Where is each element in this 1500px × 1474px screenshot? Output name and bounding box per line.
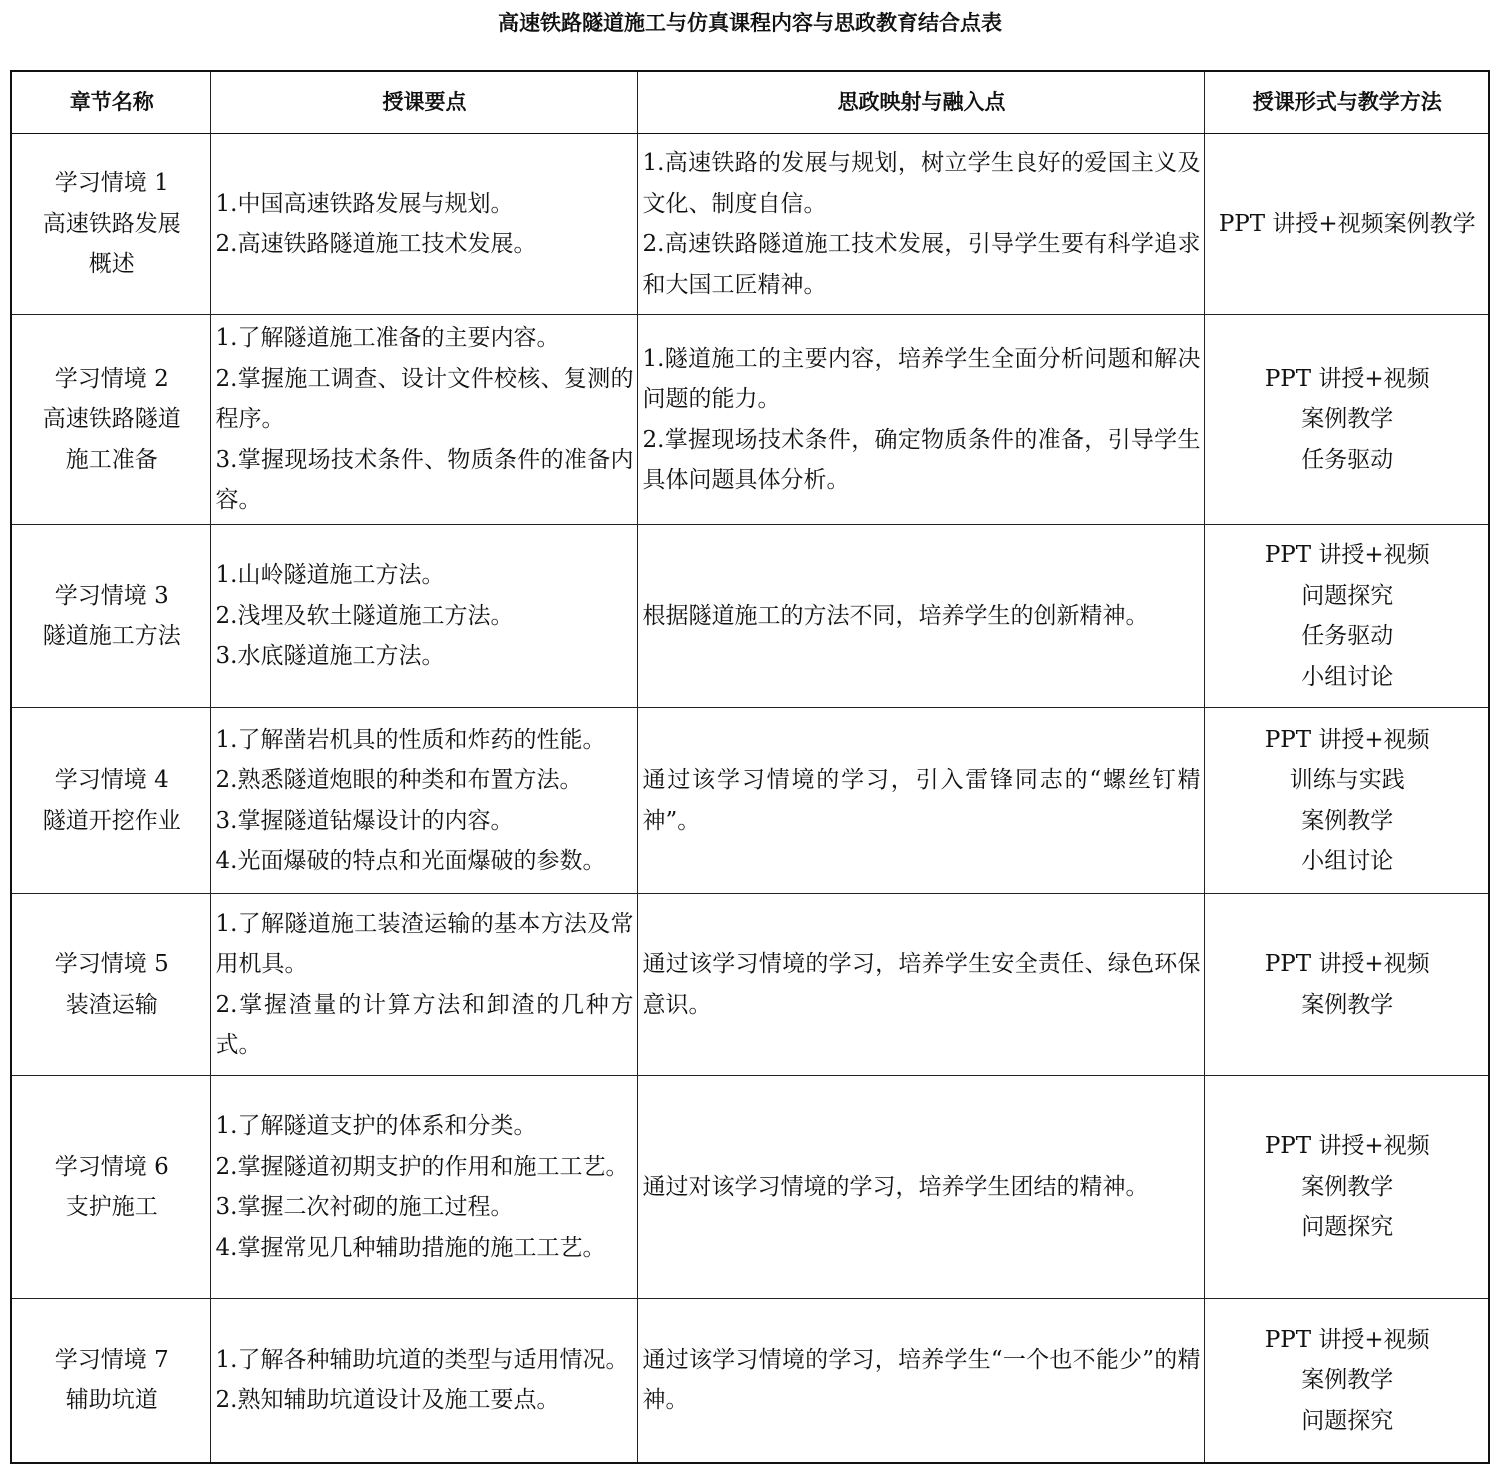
points-line: 1.了解各种辅助坑道的类型与适用情况。 bbox=[215, 1346, 629, 1373]
ideology-cell bbox=[637, 134, 1204, 315]
methods-line: 任务驱动 bbox=[1301, 623, 1394, 649]
methods-line: PPT 讲授+视频案例教学 bbox=[1218, 210, 1476, 237]
points-line: 2.熟悉隧道炮眼的种类和布置方法。 bbox=[215, 767, 583, 793]
methods-cell bbox=[1204, 134, 1489, 315]
ideology-line: 通过该学习情境的学习，培养学生“一个也不能少”的精神。 bbox=[642, 1346, 1201, 1414]
chapter-line: 装渣运输 bbox=[65, 991, 158, 1018]
methods-line: 案例教学 bbox=[1301, 807, 1394, 834]
chapter-line: 隧道开挖作业 bbox=[42, 807, 181, 834]
chapter-line: 学习情境 7 bbox=[54, 1346, 169, 1373]
methods-line: PPT 讲授+视频 bbox=[1264, 726, 1430, 753]
methods-line: PPT 讲授+视频 bbox=[1264, 951, 1430, 977]
chapter-line: 施工准备 bbox=[65, 446, 158, 473]
table-title: 高速铁路隧道施工与仿真课程内容与思政教育结合点表 bbox=[498, 11, 1002, 35]
table-row bbox=[11, 1076, 1489, 1299]
methods-cell bbox=[1204, 894, 1489, 1076]
chapter-line: 高速铁路隧道 bbox=[42, 406, 181, 433]
header-points: 授课要点 bbox=[210, 71, 637, 134]
chapter-cell bbox=[11, 708, 210, 894]
chapter-line: 辅助坑道 bbox=[65, 1387, 158, 1414]
chapter-line: 学习情境 1 bbox=[54, 170, 169, 197]
methods-line: 小组讨论 bbox=[1301, 663, 1394, 690]
chapter-line: 支护施工 bbox=[65, 1194, 158, 1220]
chapter-line: 学习情境 4 bbox=[54, 767, 169, 793]
methods-line: 任务驱动 bbox=[1301, 446, 1394, 473]
chapter-line: 隧道施工方法 bbox=[42, 623, 181, 649]
table-row bbox=[11, 134, 1489, 315]
chapter-line: 学习情境 6 bbox=[54, 1153, 169, 1180]
methods-cell bbox=[1204, 1299, 1489, 1463]
table-row bbox=[11, 708, 1489, 894]
ideology-line: 通过该学习情境的学习，引入雷锋同志的“螺丝钉精神”。 bbox=[642, 767, 1201, 834]
table-row bbox=[11, 315, 1489, 525]
points-line: 3.掌握现场技术条件、物质条件的准备内容。 bbox=[215, 446, 634, 514]
chapter-line: 高速铁路发展 bbox=[42, 210, 181, 237]
ideology-line: 通过该学习情境的学习，培养学生安全责任、绿色环保意识。 bbox=[642, 951, 1201, 1018]
table-row bbox=[11, 525, 1489, 708]
header-methods: 授课形式与教学方法 bbox=[1204, 71, 1489, 134]
table-row bbox=[11, 894, 1489, 1076]
methods-cell bbox=[1204, 315, 1489, 525]
ideology-cell bbox=[637, 1299, 1204, 1463]
points-line: 2.高速铁路隧道施工技术发展。 bbox=[215, 231, 537, 257]
ideology-cell bbox=[637, 708, 1204, 894]
methods-line: PPT 讲授+视频 bbox=[1264, 542, 1430, 568]
points-line: 3.水底隧道施工方法。 bbox=[215, 643, 445, 670]
methods-line: 案例教学 bbox=[1301, 1367, 1394, 1393]
chapter-line: 学习情境 5 bbox=[54, 951, 169, 977]
points-line: 4.掌握常见几种辅助措施的施工工艺。 bbox=[215, 1234, 606, 1261]
points-line: 3.掌握二次衬砌的施工过程。 bbox=[215, 1194, 514, 1220]
ideology-line: 根据隧道施工的方法不同，培养学生的创新精神。 bbox=[642, 602, 1149, 629]
chapter-line: 学习情境 2 bbox=[54, 365, 169, 392]
header-chapter: 章节名称 bbox=[11, 71, 210, 134]
methods-cell bbox=[1204, 525, 1489, 708]
methods-line: 问题探究 bbox=[1301, 582, 1394, 609]
ideology-line: 2.掌握现场技术条件，确定物质条件的准备，引导学生具体问题具体分析。 bbox=[642, 426, 1201, 493]
methods-line: 案例教学 bbox=[1301, 406, 1394, 433]
points-line: 1.中国高速铁路发展与规划。 bbox=[215, 190, 514, 217]
methods-line: 案例教学 bbox=[1301, 1173, 1394, 1200]
ideology-cell bbox=[637, 1076, 1204, 1299]
points-line: 4.光面爆破的特点和光面爆破的参数。 bbox=[215, 848, 606, 874]
table-row bbox=[11, 1299, 1489, 1463]
methods-line: PPT 讲授+视频 bbox=[1264, 1326, 1430, 1353]
points-cell bbox=[210, 134, 637, 315]
ideology-cell bbox=[637, 525, 1204, 708]
ideology-line: 2.高速铁路隧道施工技术发展，引导学生要有科学追求和大国工匠精神。 bbox=[642, 231, 1201, 298]
points-line: 1.了解隧道支护的体系和分类。 bbox=[215, 1113, 537, 1139]
methods-line: 问题探究 bbox=[1301, 1214, 1394, 1241]
header-row bbox=[11, 71, 1489, 134]
chapter-cell bbox=[11, 1076, 210, 1299]
ideology-line: 通过对该学习情境的学习，培养学生团结的精神。 bbox=[642, 1173, 1149, 1200]
points-cell bbox=[210, 708, 637, 894]
methods-line: 训练与实践 bbox=[1289, 767, 1405, 793]
methods-line: PPT 讲授+视频 bbox=[1264, 1133, 1430, 1160]
points-line: 1.了解隧道施工准备的主要内容。 bbox=[215, 325, 560, 352]
ideology-cell bbox=[637, 315, 1204, 525]
ideology-line: 1.隧道施工的主要内容，培养学生全面分析问题和解决问题的能力。 bbox=[642, 345, 1201, 412]
course-table bbox=[10, 70, 1490, 1464]
methods-line: 案例教学 bbox=[1301, 991, 1394, 1018]
chapter-cell bbox=[11, 315, 210, 525]
chapter-line: 概述 bbox=[88, 251, 135, 278]
points-line: 1.了解隧道施工装渣运输的基本方法及常用机具。 bbox=[215, 910, 634, 977]
methods-line: PPT 讲授+视频 bbox=[1264, 365, 1430, 392]
ideology-cell bbox=[637, 894, 1204, 1076]
chapter-cell bbox=[11, 525, 210, 708]
methods-line: 问题探究 bbox=[1301, 1407, 1394, 1434]
points-line: 2.掌握施工调查、设计文件校核、复测的程序。 bbox=[215, 365, 634, 433]
points-line: 2.掌握渣量的计算方法和卸渣的几种方式。 bbox=[215, 991, 634, 1058]
points-cell bbox=[210, 1299, 637, 1463]
points-line: 2.掌握隧道初期支护的作用和施工工艺。 bbox=[215, 1153, 629, 1180]
points-line: 3.掌握隧道钻爆设计的内容。 bbox=[215, 807, 514, 834]
points-cell bbox=[210, 525, 637, 708]
points-cell bbox=[210, 894, 637, 1076]
ideology-line: 1.高速铁路的发展与规划，树立学生良好的爱国主义及文化、制度自信。 bbox=[642, 150, 1201, 217]
chapter-line: 学习情境 3 bbox=[54, 582, 169, 609]
methods-cell bbox=[1204, 1076, 1489, 1299]
chapter-cell bbox=[11, 134, 210, 315]
points-line: 2.熟知辅助坑道设计及施工要点。 bbox=[215, 1387, 560, 1414]
points-cell bbox=[210, 315, 637, 525]
methods-cell bbox=[1204, 708, 1489, 894]
header-ideology: 思政映射与融入点 bbox=[637, 71, 1204, 134]
points-line: 2.浅埋及软土隧道施工方法。 bbox=[215, 602, 514, 629]
points-cell bbox=[210, 1076, 637, 1299]
points-line: 1.了解凿岩机具的性质和炸药的性能。 bbox=[215, 726, 606, 753]
points-line: 1.山岭隧道施工方法。 bbox=[215, 562, 445, 589]
methods-line: 小组讨论 bbox=[1301, 848, 1394, 874]
chapter-cell bbox=[11, 894, 210, 1076]
chapter-cell bbox=[11, 1299, 210, 1463]
